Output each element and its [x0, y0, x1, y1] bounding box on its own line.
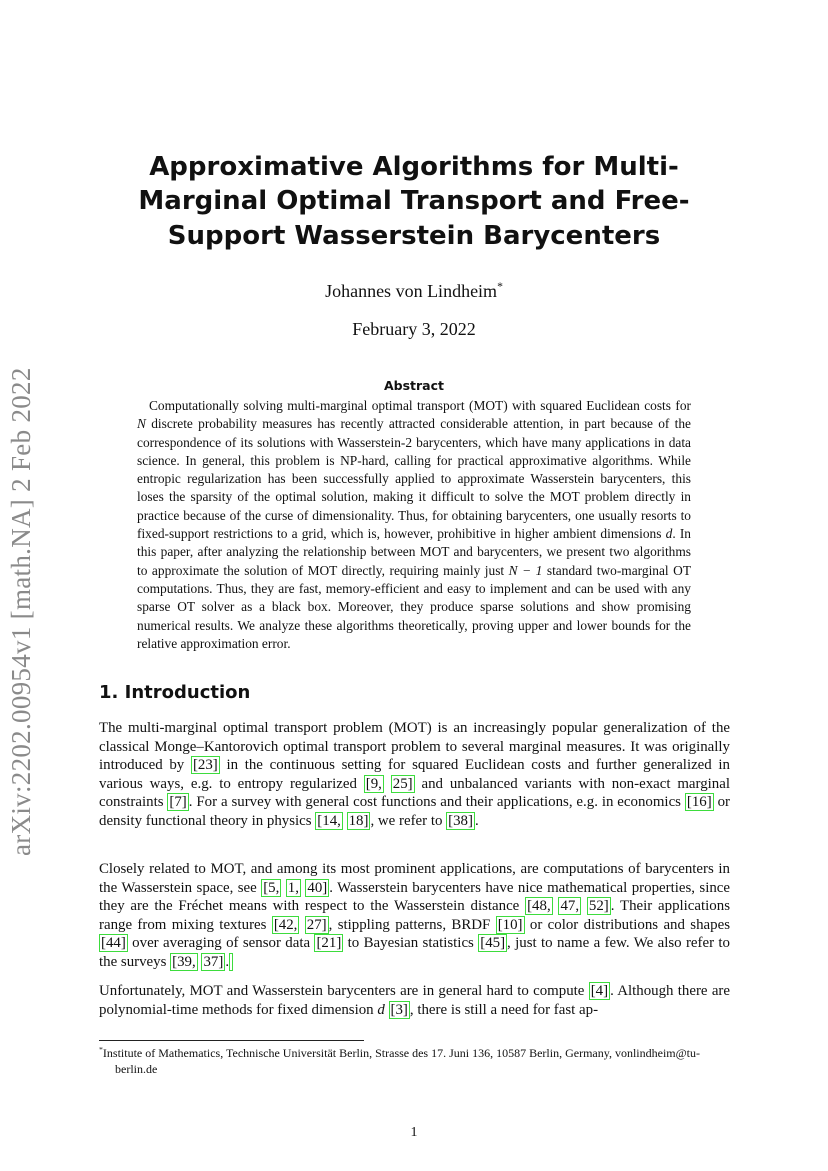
citation-link[interactable]: [44]: [101, 935, 126, 952]
citation-link[interactable]: 1,: [287, 879, 299, 896]
footnote-mark: *: [99, 1045, 103, 1054]
text: . Their applications range from mixing textures: [99, 898, 730, 933]
author-name: Johannes von Lindheim: [325, 281, 498, 301]
text: Closely related to MOT, and among its most prominent applications, are computations of barycenters in the Wasserstein space, see: [99, 861, 730, 896]
citation-link[interactable]: [23]: [192, 757, 218, 774]
abstract-text: . In this paper, after analyzing the relationship between MOT and barycenters, we present two algorithms to approximate the solution of MOT directly, requiring mainly just: [137, 526, 691, 578]
footnote-divider: [99, 1040, 364, 1041]
citation-link[interactable]: 47,: [560, 898, 580, 915]
text: over averaging of sensor data: [127, 935, 315, 952]
abstract-heading: Abstract: [383, 378, 445, 393]
footnote-text: Institute of Mathematics, Technische Universität Berlin, Strasse des 17. Juni 136, 10587 Berlin, Germany, vonlindheim@tu-berlin.de: [102, 1046, 701, 1077]
citation-link[interactable]: [7]: [169, 794, 187, 811]
citation-link[interactable]: [4]: [590, 983, 609, 999]
abstract-text: standard two-marginal OT computations. Thus, they are fast, memory-efficient and easy to implement and can be used with any sparse OT solver as a black box. Moreover, they produce sparse solutions and show promising numerical results. We analyze these algorithms theoretically, proving upper and lower bounds for the relative approximation error.: [137, 562, 692, 651]
citation-link[interactable]: [9,: [365, 775, 382, 792]
citation-link[interactable]: [229, 953, 233, 971]
text: or density functional theory in physics: [99, 794, 730, 829]
math-var: d: [377, 1001, 385, 1018]
citation-link[interactable]: [42,: [273, 916, 298, 933]
citation-link[interactable]: 18]: [348, 812, 369, 829]
math-var: N: [137, 416, 146, 432]
citation-link[interactable]: [38]: [448, 812, 473, 829]
paper-date: February 3, 2022: [352, 319, 476, 339]
text: and unbalanced variants with non-exact marginal constraints: [99, 775, 730, 811]
abstract-text: Computationally solving multi-marginal optimal transport (MOT) with squared Euclidean costs for: [149, 398, 691, 413]
text: in the continuous setting for squared Euclidean costs and further generalized in various ways, e.g. to entropy regularized: [99, 757, 731, 792]
paper-title: Approximative Algorithms for Multi-Marginal Optimal Transport and Free-Support Wasserstein Barycenters: [138, 152, 690, 251]
text: , just to name a few. We also refer to the surveys: [99, 935, 731, 970]
footnote: [99, 1045, 730, 1077]
math-var: d: [665, 526, 673, 542]
text: . For a survey with general cost functions and their applications, e.g. in economics: [188, 794, 685, 811]
text: [299, 917, 304, 933]
citation-link[interactable]: [5,: [263, 879, 280, 896]
text: . Although there are polynomial-time methods for fixed dimension: [99, 983, 730, 1018]
citation-link[interactable]: [14,: [317, 812, 341, 829]
page-number: 1: [410, 1125, 418, 1140]
citation-link[interactable]: [39,: [172, 953, 196, 970]
text: to Bayesian statistics: [343, 935, 479, 952]
text: The multi-marginal optimal transport problem (MOT) is an increasingly popular generalization of the classical Monge–Kantorovich optimal transport problem to several marginal measures. It was originally introduced by: [99, 720, 730, 774]
section-heading-introduction: 1. Introduction: [99, 682, 251, 703]
text: . Wasserstein barycenters have nice mathematical properties, since they are the Fréchet means with respect to the Wasserstein distance: [99, 879, 731, 915]
text: , we refer to: [370, 812, 447, 829]
citation-link[interactable]: 52]: [588, 898, 609, 915]
citation-link[interactable]: 27]: [306, 916, 327, 933]
citation-link[interactable]: [10]: [497, 916, 523, 933]
author-line: [0, 280, 828, 302]
citation-link[interactable]: [3]: [390, 1001, 408, 1018]
author-footnote-mark[interactable]: *: [497, 280, 503, 293]
text: .: [474, 812, 479, 829]
citation-link[interactable]: 25]: [392, 775, 413, 792]
citation-link[interactable]: 40]: [307, 879, 328, 896]
citation-link[interactable]: [45]: [480, 935, 506, 952]
text: , stippling patterns, BRDF: [328, 916, 496, 933]
citation-link[interactable]: [48,: [527, 898, 551, 915]
text: .: [225, 953, 230, 970]
text: [384, 776, 391, 792]
citation-link[interactable]: [21]: [316, 935, 342, 952]
text: Unfortunately, MOT and Wasserstein barycenters are in general hard to compute: [99, 983, 589, 999]
abstract-body: [137, 397, 691, 653]
abstract-text: discrete probability measures has recently attracted considerable attention, in part because of the correspondence of its solutions with Wasserstein-2 barycenters, which have many applications in data science. In general, this problem is NP-hard, calling for practical approximative algorithms. While entropic regularization has been successfully applied to approximate Wasserstein barycenters, this loses the sparsity of the optimal solution, making it difficult to solve the MOT problem directly in practice because of the curse of dimensionality. Thus, for obtaining barycenters, one usually resorts to fixed-support restrictions to a grid, which is, however, prohibitive in higher ambient dimensions: [137, 416, 691, 542]
intro-paragraph-1: [99, 719, 730, 830]
math-expr: N − 1: [508, 562, 543, 578]
text: , there is still a need for fast ap-: [409, 1001, 599, 1018]
intro-paragraph-2: [99, 860, 730, 971]
citation-link[interactable]: [16]: [686, 794, 712, 811]
arxiv-identifier-stamp: arXiv:2202.00954v1 [math.NA] 2 Feb 2022: [6, 367, 36, 856]
citation-link[interactable]: 37]: [203, 953, 224, 970]
intro-paragraph-3: [99, 982, 730, 1019]
text: [385, 1002, 389, 1018]
text: or color distributions and shapes: [524, 916, 731, 933]
